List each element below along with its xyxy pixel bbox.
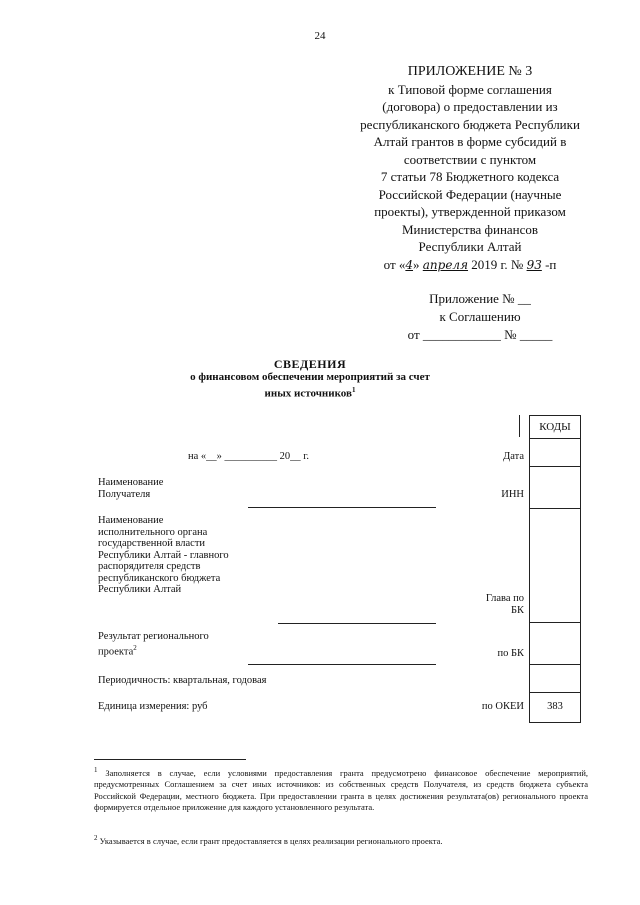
appendix-line: к Типовой форме соглашения [388, 81, 552, 97]
codes-header: КОДЫ [539, 421, 571, 433]
footnote-ref: 1 [351, 386, 356, 394]
codes-divider [529, 664, 581, 665]
report-date-line: на «__» __________ 20__ г. [188, 451, 310, 462]
annex-agreement-line: к Соглашению [439, 309, 521, 324]
appendix-line: Республики Алтай [418, 239, 522, 254]
regional-project-fill-line [248, 664, 436, 665]
codes-left-edge [519, 415, 520, 437]
footnote-1: $^1$ Заполняется в случае, если условиями предоставления гранта предусмотрено финансовое обеспечение мероприятий, предусмотренных Соглашением за счет иных источников: из собственных средств Получателя, из средств бюджета субъекта Российской Федерации, местного бюджета. При предоставлении гранта в целях достижения результата(ов) регионального проекта формируется отдельное приложение для каждого установленного результата. [94, 766, 589, 813]
appendix-line: соответствии с пунктом [403, 151, 537, 167]
title-sub: иных источников$^1$ [264, 386, 356, 400]
appendix-date-line: от «4» апреля 2019 г. № 93 -п [383, 256, 557, 272]
org-label: Наименование исполнительного органа государственной власти Республики Алтай - главного распорядителя средств республиканского бюджета Республики Алтай [98, 515, 229, 595]
codes-divider [529, 438, 581, 439]
codes-divider [529, 622, 581, 623]
title-sub: о финансовом обеспечении мероприятий за счет [190, 371, 430, 383]
po-bk-label: по БК [497, 648, 524, 659]
appendix-header [320, 63, 620, 274]
annex-reference [380, 290, 580, 344]
annex-number-line: Приложение № __ [429, 291, 531, 306]
recipient-label: Наименование Получателя [98, 477, 164, 500]
okei-code-value: 383 [547, 701, 563, 712]
appendix-line: проекты), утвержденной приказом [374, 204, 566, 219]
handwritten-number: 93 [526, 257, 542, 272]
handwritten-month: апреля [422, 257, 469, 272]
unit-text: Единица измерения: руб [98, 701, 208, 712]
inn-label: ИНН [501, 489, 524, 500]
appendix-line: Российской Федерации (научные [378, 186, 562, 202]
appendix-line: республиканского бюджета Республики [360, 116, 580, 132]
date-label: Дата [503, 451, 524, 462]
page-number: 24 [314, 30, 326, 42]
appendix-heading: ПРИЛОЖЕНИЕ № 3 [407, 64, 533, 79]
regional-project-label: Результат регионального проекта$^2$ [98, 631, 209, 657]
okei-label: по ОКЕИ [481, 701, 524, 712]
periodicity-text: Периодичность: квартальная, годовая [98, 675, 267, 686]
glava-bk-label: Глава по БК [485, 593, 524, 616]
codes-divider [529, 692, 581, 693]
codes-divider [529, 508, 581, 509]
appendix-line: Алтай грантов в форме субсидий в [373, 134, 567, 149]
recipient-fill-line [248, 507, 436, 508]
annex-date-line: от ____________ № _____ [407, 327, 553, 342]
appendix-line: 7 статьи 78 Бюджетного кодекса [380, 169, 560, 184]
codes-table [529, 415, 581, 723]
codes-divider [529, 466, 581, 467]
footnote-2: $^2$ Указывается в случае, если грант предоставляется в целях реализации регионального проекта. [94, 834, 443, 846]
document-title [140, 358, 480, 401]
appendix-line: (договора) о предоставлении из [382, 99, 558, 114]
org-fill-line [278, 623, 436, 624]
appendix-line: Министерства финансов [401, 221, 539, 237]
handwritten-day: 4 [405, 257, 414, 272]
footnote-separator [94, 759, 246, 760]
title-main: СВЕДЕНИЯ [273, 357, 347, 371]
footnote-ref: 2 [133, 643, 137, 652]
